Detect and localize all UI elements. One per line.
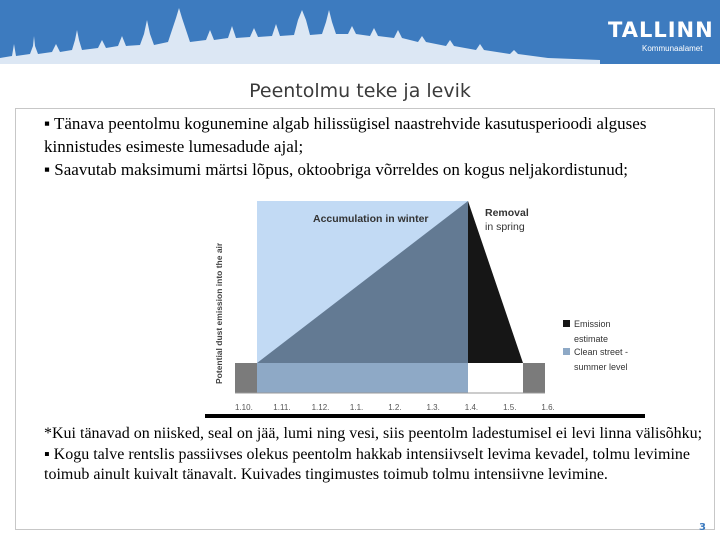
legend-emission-line1: Emission bbox=[574, 319, 611, 329]
logo-wordmark: TALLINN bbox=[608, 18, 714, 42]
x-tick-label: 1.10. bbox=[235, 403, 253, 412]
removal-label-line1: Removal bbox=[485, 207, 529, 219]
legend-swatch-clean-street bbox=[563, 348, 570, 355]
y-axis-label: Potential dust emission into the air bbox=[214, 242, 224, 384]
bottom-bullets bbox=[44, 424, 709, 486]
bullet-item: ▪ Saavutab maksimumi märtsi lõpus, oktoobriga võrreldes on kogus neljakordistunud; bbox=[44, 160, 628, 179]
legend-clean-line1: Clean street - bbox=[574, 347, 629, 357]
top-bullets bbox=[44, 112, 699, 181]
city-skyline-decoration bbox=[0, 0, 600, 64]
bullet-item: ▪ Kogu talve rentslis passiivses olekus peentolm hakkab intensiivselt levima kevadel, tolmu levimine toimub ainult kuivalt tänavalt. Kuivades tingimustes toimub tolmu intensiivne levimine. bbox=[44, 445, 690, 483]
x-axis-ticks bbox=[235, 403, 555, 412]
legend-clean-line2: summer level bbox=[574, 362, 628, 372]
underline-rule bbox=[205, 414, 645, 418]
bullet-item: *Kui tänavad on niisked, seal on jää, lumi ning vesi, siis peentolm ladestumisel ei levi linna välisõhku; bbox=[44, 425, 703, 442]
x-tick-label: 1.1. bbox=[349, 403, 364, 412]
bullet-item: ▪ Tänava peentolmu kogunemine algab hilissügisel naastrehvide kasutusperioodi alguses kinnistudes esimeste lumesadude ajal; bbox=[44, 114, 647, 156]
legend-emission-line2: estimate bbox=[574, 334, 609, 344]
page-number: 3 bbox=[699, 522, 706, 533]
x-tick-label: 1.6. bbox=[541, 403, 555, 412]
x-tick-label: 1.3. bbox=[426, 403, 440, 412]
tallinn-logo bbox=[608, 18, 712, 56]
dust-emission-diagram bbox=[205, 196, 645, 418]
clean-street-band bbox=[257, 363, 468, 393]
slide-title: Peentolmu teke ja levik bbox=[249, 80, 471, 102]
x-tick-label: 1.4. bbox=[464, 403, 479, 412]
logo-subtitle: Kommunaalamet bbox=[642, 44, 703, 53]
x-tick-label: 1.5. bbox=[503, 403, 517, 412]
x-tick-label: 1.11. bbox=[273, 403, 291, 412]
header-banner bbox=[0, 0, 720, 64]
baseline-bar-left bbox=[235, 363, 257, 393]
x-tick-label: 1.12. bbox=[311, 403, 330, 412]
baseline-bar-right bbox=[523, 363, 545, 393]
x-tick-label: 1.2. bbox=[388, 403, 402, 412]
removal-label-line2: in spring bbox=[485, 221, 525, 233]
accumulation-label: Accumulation in winter bbox=[313, 213, 429, 225]
legend-swatch-emission bbox=[563, 320, 570, 327]
